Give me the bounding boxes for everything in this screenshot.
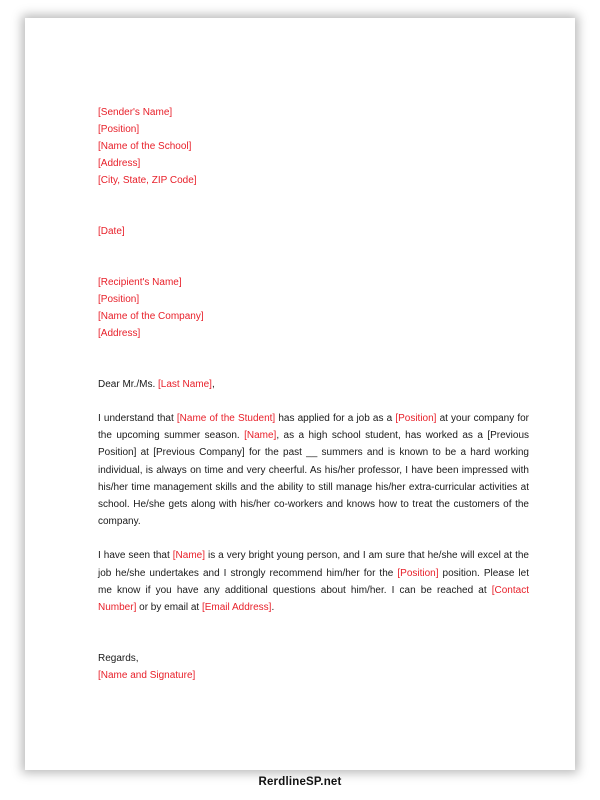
signature: [Name and Signature] bbox=[98, 670, 196, 682]
paragraph-2 bbox=[98, 547, 529, 616]
p2-position: [Position] bbox=[397, 567, 439, 579]
p1-text-4: , as a high school student, has worked as a [Previous Position] at [Previous Company] for the past __ summers and is known to be a hard working individual, is always on time and very cheerful. As his/her professor, I have been impressed with his/her time management skills and the ability to still manage his/her extra-curricular activities at school. He/she gets along with his/her co-workers and knows how to treat the customers of the company. bbox=[98, 430, 530, 528]
p2-email-address: [Email Address] bbox=[201, 602, 272, 614]
p2-text-5: . bbox=[271, 602, 275, 614]
recipient-name: [Recipient's Name] bbox=[98, 277, 182, 288]
paragraph-1 bbox=[98, 410, 529, 530]
letter-page bbox=[25, 18, 575, 770]
p2-text-4: or by email at bbox=[136, 602, 202, 614]
watermark: RerdlineSP.net bbox=[258, 776, 342, 788]
recipient-address: [Address] bbox=[98, 328, 141, 339]
p2-text-1: I have seen that bbox=[98, 550, 173, 562]
salutation-suffix: , bbox=[211, 379, 215, 390]
letter-date: [Date] bbox=[98, 226, 125, 237]
sender-address: [Address] bbox=[98, 158, 141, 169]
p1-position: [Position] bbox=[395, 413, 437, 424]
p2-text-2: is a very bright young person, and I am sure that he/she will excel at the job he/she undertakes and I strongly recommend him/her for the bbox=[98, 550, 529, 579]
p1-name: [Name] bbox=[244, 430, 277, 442]
p1-text-3: at your company for the upcoming summer season. bbox=[98, 413, 529, 442]
sender-position: [Position] bbox=[98, 124, 140, 135]
sender-name: [Sender's Name] bbox=[98, 107, 173, 118]
recipient-position: [Position] bbox=[98, 294, 140, 305]
salutation-name: [Last Name] bbox=[158, 379, 212, 390]
salutation bbox=[98, 376, 529, 393]
salutation-prefix: Dear Mr./Ms. bbox=[98, 379, 156, 390]
sender-city: [City, State, ZIP Code] bbox=[98, 175, 197, 186]
p2-contact-number: [Contact Number] bbox=[98, 584, 529, 614]
p1-text-1: I understand that bbox=[98, 413, 177, 424]
sender-block bbox=[98, 104, 529, 189]
p1-text-2: has applied for a job as a bbox=[275, 413, 396, 424]
recipient-company: [Name of the Company] bbox=[98, 311, 204, 322]
p2-text-3: position. Please let me know if you have any additional questions about him/her. I can be reached at bbox=[98, 567, 529, 596]
sender-school: [Name of the School] bbox=[98, 141, 192, 152]
recipient-block bbox=[98, 274, 529, 342]
closing: Regards, bbox=[98, 653, 139, 665]
p2-name: [Name] bbox=[172, 550, 205, 562]
p1-student-name: [Name of the Student] bbox=[176, 413, 276, 424]
letter-content bbox=[98, 104, 529, 684]
